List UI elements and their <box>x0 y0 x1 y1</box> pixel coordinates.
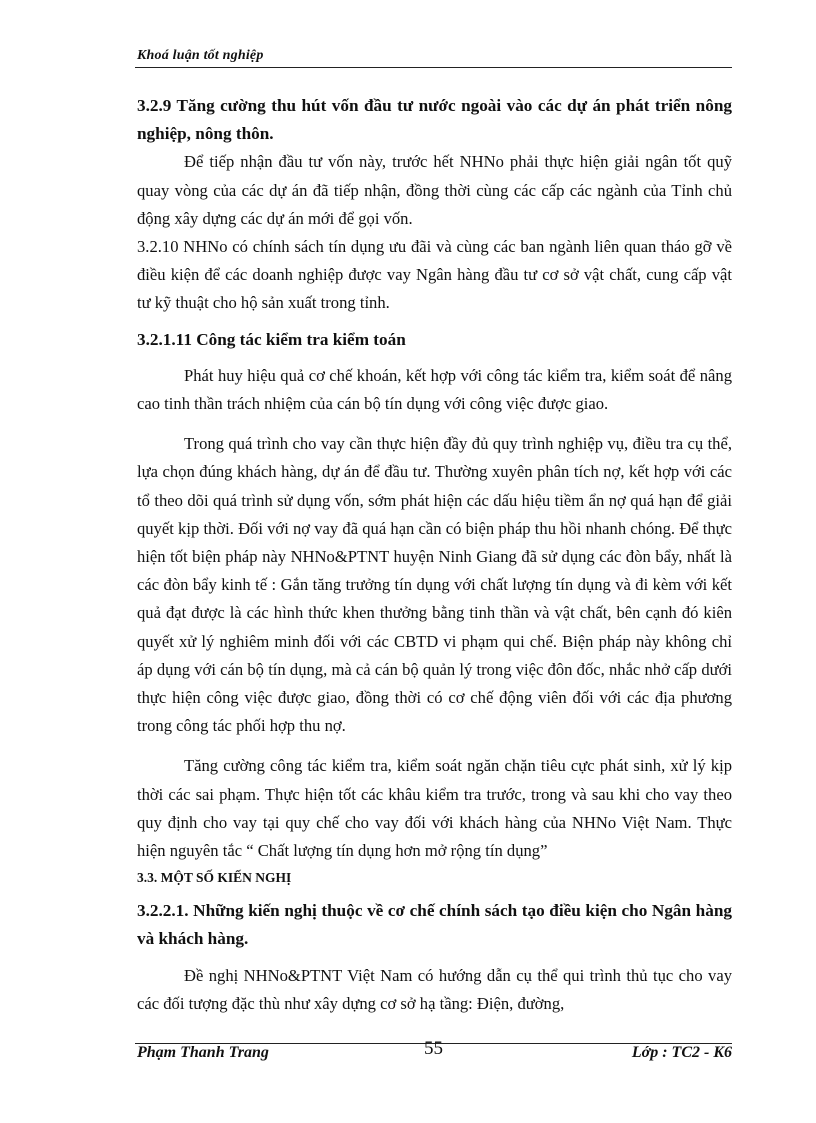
section-heading-3-2-9: 3.2.9 Tăng cường thu hút vốn đầu tư nước ngoài vào các dự án phát triển nông nghiệp, nông thôn. <box>137 96 732 144</box>
footer-class-label: Lớp : TC2 - K6 <box>631 1044 732 1061</box>
paragraph: Đề nghị NHNo&PTNT Việt Nam có hướng dẫn cụ thể qui trình thủ tục cho vay các đối tượng đặc thù như xây dựng cơ sở hạ tầng: Điện, đường, <box>137 965 732 1013</box>
section-heading-3-3: 3.3. MỘT SỐ KIẾN NGHỊ <box>137 870 292 886</box>
page-content <box>137 92 732 1018</box>
paragraph: 3.2.10 NHNo có chính sách tín dụng ưu đãi và cùng các ban ngành liên quan tháo gỡ về điều kiện để các doanh nghiệp được vay Ngân hàng đầu tư cơ sở vật chất, cung cấp vật tư kỹ thuật cho hộ sản xuất trong tỉnh. <box>137 237 732 313</box>
paragraph: Phát huy hiệu quả cơ chế khoán, kết hợp với công tác kiểm tra, kiểm soát để nâng cao tinh thần trách nhiệm của cán bộ tín dụng với công việc được giao. <box>137 365 732 414</box>
section-heading-3-2-1-11: 3.2.1.11 Công tác kiểm tra kiểm toán <box>137 329 406 349</box>
paragraph: Trong quá trình cho vay cần thực hiện đầy đủ quy trình nghiệp vụ, điều tra cụ thể, lựa chọn đúng khách hàng, dự án để đầu tư. Thường xuyên phân tích nợ, kết hợp với các tổ theo dõi quá trình sử dụng vốn, sớm phát hiện các dấu hiệu tiềm ẩn nợ quá hạn để giải quyết kịp thời. Đối với nợ vay đã quá hạn cần có biện pháp thu hồi nhanh chóng. Để thực hiện tốt biện pháp này NHNo&PTNT huyện Ninh Giang đã sử dụng các đòn bẩy, nhất là các đòn bẩy kinh tế : Gắn tăng trưởng tín dụng với chất lượng tín dụng và đi kèm với kết quả đạt được là các hình thức khen thưởng bằng tinh thần và vật chất, bên cạnh đó kiên quyết xử lý nghiêm minh đối với các CBTD vi phạm qui chế. Biện pháp này không chỉ áp dụng với cán bộ tín dụng, mà cả cán bộ quản lý trong việc đôn đốc, nhắc nhở cấp dưới thực hiện công việc được giao, đồng thời có cơ chế động viên đối với các địa phương trong công tác phối hợp thu nợ. <box>137 434 732 736</box>
section-heading-3-2-2-1: 3.2.2.1. Những kiến nghị thuộc về cơ chế chính sách tạo điều kiện cho Ngân hàng và khách hàng. <box>137 901 732 949</box>
footer-author: Phạm Thanh Trang <box>137 1044 269 1061</box>
paragraph: Để tiếp nhận đầu tư vốn này, trước hết NHNo phải thực hiện giải ngân tốt quỹ quay vòng của các dự án đã tiếp nhận, đồng thời cùng các cấp các ngành của Tỉnh chủ động xây dựng các dự án mới để gọi vốn. <box>137 152 732 228</box>
header-title: Khoá luận tốt nghiệp <box>137 48 264 63</box>
header-rule <box>135 67 732 68</box>
paragraph: Tăng cường công tác kiểm tra, kiểm soát ngăn chặn tiêu cực phát sinh, xử lý kịp thời các sai phạm. Thực hiện tốt các khâu kiểm tra trước, trong và sau khi cho vay theo quy định cho vay tại quy chế cho vay đối với khách hàng của NHNo Việt Nam. Thực hiện nguyên tắc “ Chất lượng tín dụng hơn mở rộng tín dụng” <box>137 756 732 861</box>
page-number: 55 <box>424 1038 443 1059</box>
